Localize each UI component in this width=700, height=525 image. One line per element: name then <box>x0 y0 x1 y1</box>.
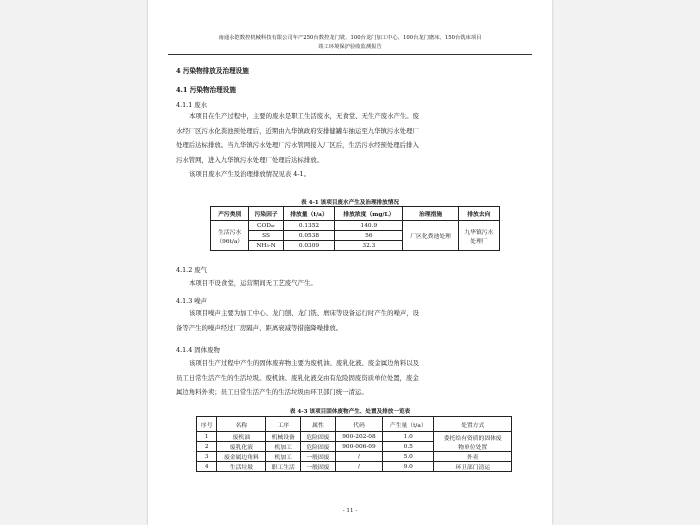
column-header: 名称 <box>217 417 266 432</box>
column-header: 排放量（t/a） <box>283 207 335 221</box>
paragraph-line: 本项目在生产过程中，主要的废水是职工生活废水，无食堂、无生产废水产生。废 <box>189 112 420 120</box>
disposal-line: 物单位处置 <box>458 444 488 451</box>
column-header: 排放浓度（mg/L） <box>335 207 403 221</box>
attribute-cell: 危险固废 <box>301 432 336 442</box>
quantity-cell: 0.5 <box>383 442 434 452</box>
table-row <box>211 221 500 231</box>
table-header-row <box>197 417 512 432</box>
destination-cell <box>458 221 499 251</box>
process-cell: 机加工 <box>266 452 301 462</box>
source-line: 生活污水 <box>218 229 242 236</box>
attribute-cell: 危险固废 <box>301 442 336 452</box>
header-line-1: 南通永铠数控机械科技有限公司年产250台数控龙门铣、100台龙门加工中心、100台龙门磨床、150台铣床项目 <box>218 35 482 41</box>
section-4-title: 4 污染物排放及治理设施 <box>176 67 249 75</box>
paragraph-line: 处理后达标排放。当九华镇污水处理厂污水管网接入厂区后，生活污水经预处理后排入 <box>176 141 419 149</box>
name-cell: 废乳化液 <box>217 442 266 452</box>
section-4-1-title: 4.1 污染物治理设施 <box>176 86 236 94</box>
solid-waste-table <box>196 416 512 472</box>
no-cell: 3 <box>197 452 217 462</box>
code-cell: / <box>335 452 382 462</box>
no-cell: 1 <box>197 432 217 442</box>
attribute-cell: 一般固废 <box>301 462 336 472</box>
table-header-row <box>211 207 500 221</box>
column-header: 处置方式 <box>434 417 512 432</box>
source-line: （96t/a） <box>216 238 244 245</box>
process-cell: 机加工 <box>266 442 301 452</box>
disposal-line: 委托给有资质的固体废 <box>443 435 502 442</box>
column-header: 代码 <box>335 417 382 432</box>
factor-cell: CODₐᵣ <box>249 221 283 231</box>
column-header: 排放去向 <box>458 207 499 221</box>
disposal-cell: 外卖 <box>434 452 512 462</box>
column-header: 污染因子 <box>249 207 283 221</box>
paragraph-line: 员工日常生活产生的生活垃圾。废机油、废乳化液交由有危险固废资质单位处置，废金 <box>176 373 419 382</box>
table-row <box>197 452 512 462</box>
table-reference: 该项目废水产生及治理排放情况见表 4-1。 <box>189 170 310 178</box>
header-line-2: 竣工环境保护验收监测报告 <box>318 44 382 50</box>
document-page <box>148 0 552 525</box>
paragraph-line: 备等产生的噪声经过厂房隔声、距离衰减等措施降噪排放。 <box>176 323 343 332</box>
exhaust-gas-text <box>176 276 535 291</box>
section-4-1-2-title: 4.1.2 废气 <box>176 266 208 274</box>
quantity-cell: 9.0 <box>383 462 434 472</box>
amount-cell: 0.0538 <box>283 231 335 241</box>
attribute-cell: 一般固废 <box>301 452 336 462</box>
treatment-cell: 厂区化粪池处理 <box>403 221 458 251</box>
factor-cell: SS <box>249 231 283 241</box>
wastewater-table <box>210 206 500 251</box>
paragraph-line: 该项目生产过程中产生的固体废弃物主要为废机油、废乳化液、废金属边角料以及 <box>189 359 420 367</box>
concentration-cell: 140.9 <box>335 221 403 231</box>
factor-cell: NH₃-N <box>249 241 283 251</box>
section-4-1-4-title: 4.1.4 固体废物 <box>176 346 220 354</box>
paragraph-line: 该项目噪声主要为加工中心、龙门刨、龙门铣、磨床等设备运行时产生的噪声，设 <box>189 309 420 317</box>
disposal-cell <box>434 432 512 452</box>
table-row <box>197 432 512 442</box>
destination-line: 处理厂 <box>470 238 488 245</box>
code-cell: / <box>335 462 382 472</box>
concentration-cell: 32.3 <box>335 241 403 251</box>
column-header: 序号 <box>197 417 217 432</box>
process-cell: 机械设备 <box>266 432 301 442</box>
table-row <box>197 462 512 472</box>
code-cell: 900-202-08 <box>335 432 382 442</box>
no-cell: 2 <box>197 442 217 452</box>
page-number: - 11 - <box>342 508 358 514</box>
destination-line: 九华镇污水 <box>464 229 494 236</box>
solid-waste-paragraph <box>176 356 522 400</box>
column-header: 工序 <box>266 417 301 432</box>
disposal-cell: 环卫部门清运 <box>434 462 512 472</box>
paragraph-line: 水经厂区污水化粪池预处理后，近期由九华镇政府安排健罐车抽运至九华镇污水处理厂 <box>176 126 419 135</box>
code-cell: 900-006-09 <box>335 442 382 452</box>
noise-paragraph <box>176 306 522 335</box>
table-4-3-caption: 表 4-3 该项目固体废物产生、处置及排放一览表 <box>289 409 411 415</box>
process-cell: 职工生活 <box>266 462 301 472</box>
source-cell <box>211 221 249 251</box>
column-header: 治理措施 <box>403 207 458 221</box>
section-4-1-3-title: 4.1.3 噪声 <box>176 297 208 305</box>
paragraph-line: 属边角料外卖；员工日常生活产生的生活垃圾由环卫部门统一清运。 <box>176 388 368 396</box>
no-cell: 4 <box>197 462 217 472</box>
column-header: 产生量（t/a） <box>383 417 434 432</box>
page-header <box>168 34 532 55</box>
column-header: 属性 <box>301 417 336 432</box>
table-4-1-caption: 表 4-1 该项目废水产生及治理排放情况 <box>301 200 399 206</box>
name-cell: 废金属边角料 <box>217 452 266 462</box>
wastewater-paragraph <box>176 109 522 182</box>
name-cell: 废机油 <box>217 432 266 442</box>
column-header: 产污类别 <box>211 207 249 221</box>
concentration-cell: 56 <box>335 231 403 241</box>
quantity-cell: 1.0 <box>383 432 434 442</box>
amount-cell: 0.1352 <box>283 221 335 231</box>
name-cell: 生活垃圾 <box>217 462 266 472</box>
quantity-cell: 5.0 <box>383 452 434 462</box>
section-4-1-1-title: 4.1.1 废水 <box>176 101 208 109</box>
amount-cell: 0.0309 <box>283 241 335 251</box>
paragraph-line: 污水管网，进入九华镇污水处理厂处理后达标排放。 <box>176 155 323 164</box>
paragraph-line: 本项目不设食堂，运营期间无工艺废气产生。 <box>189 279 317 287</box>
